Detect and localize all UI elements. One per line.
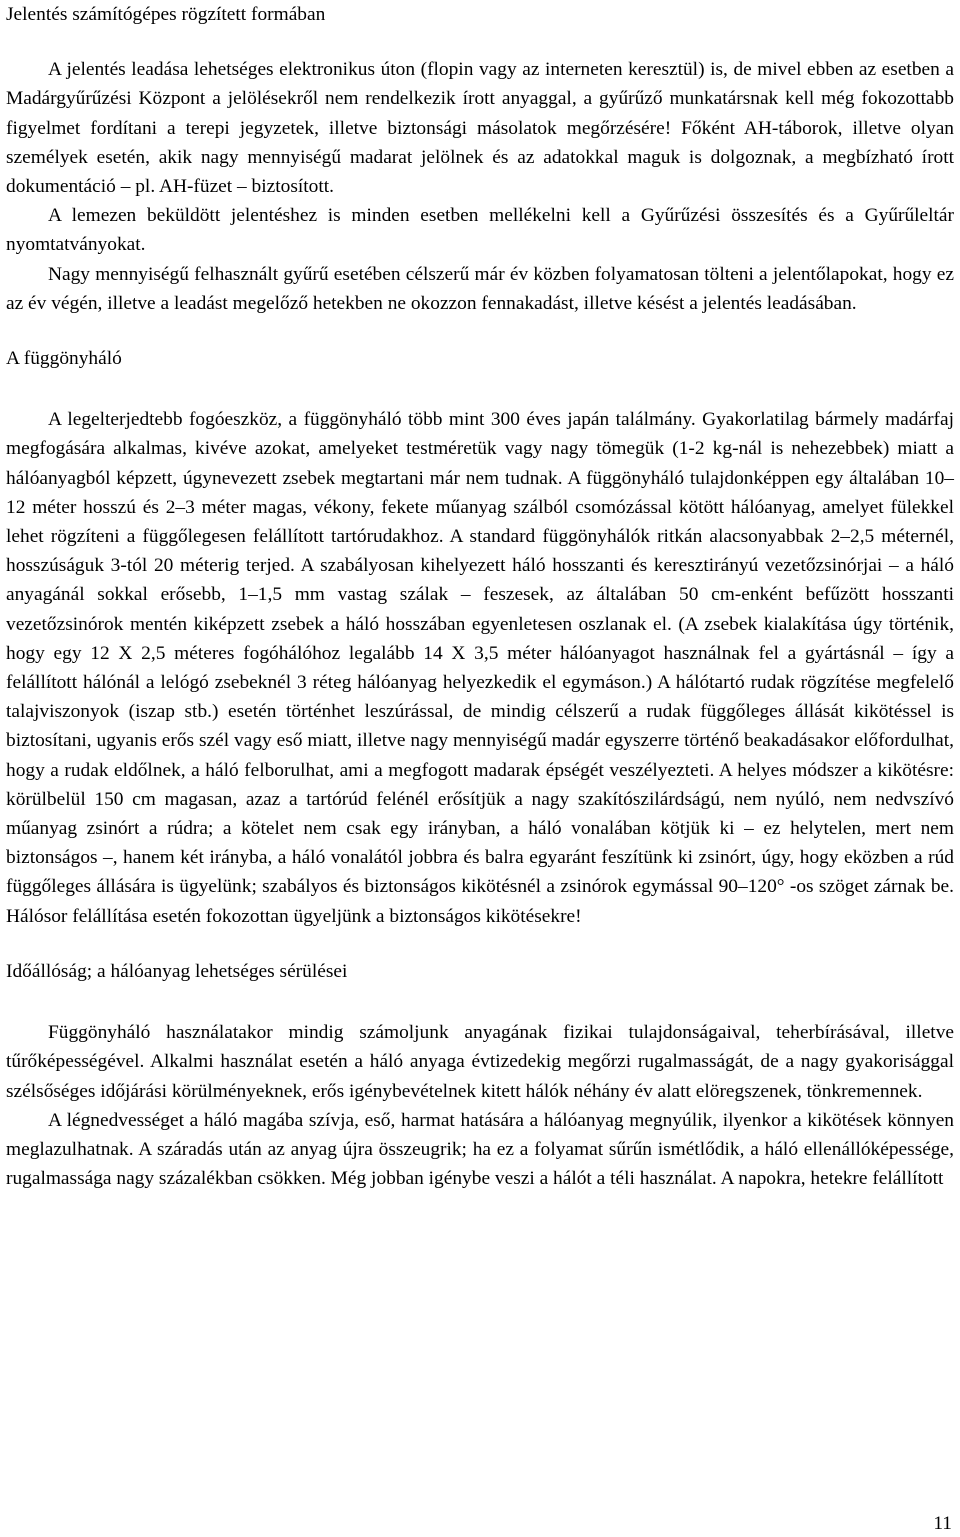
section-title-electronic-report: Jelentés számítógépes rögzített formában <box>6 4 326 25</box>
paragraph: Nagy mennyiségű felhasznált gyűrű esetében célszerű már év közben folyamatosan tölteni a jelentőlapokat, hogy ez az év végén, illetve a leadást megelőző hetekben ne okozzon fennakadást, illetve késést a jelentés leadásában. <box>6 263 954 314</box>
paragraph: A légnedvességet a háló magába szívja, eső, harmat hatására a hálóanyag megnyúlik, ilyenkor a kikötések könnyen meglazulhatnak. A száradás után az anyag újra összeugrik; ha ez a folyamat sűrűn ismétlődik, a háló ellenállóképessége, rugalmassága nagy százalékban csökken. Még jobban igénybe veszi a hálót a téli használat. A napokra, hetekre felállított <box>6 1109 954 1190</box>
section-title-durability: Időállóság; a hálóanyag lehetséges sérülései <box>6 960 348 982</box>
paragraph: Függönyháló használatakor mindig számoljunk anyagának fizikai tulajdonságaival, teherbírásával, illetve tűrőképességével. Alkalmi használat esetén a háló anyaga évtizedekig megőrzi rugalmasságát, de a nagy gyakorisággal szélsőséges időjárási körülményeknek, erős igénybevételnek kitett hálók néhány év alatt elöregszenek, tönkremennek. <box>6 1022 954 1102</box>
paragraph: A legelterjedtebb fogóeszköz, a függönyháló több mint 300 éves japán találmány. Gyakorlatilag bármely madárfaj megfogására alkalmas, kivéve azokat, amelyeket testméretük vagy nagy tömegük (1-2 kg-nál is nehezebbek) miatt a hálóanyagból képzett, úgynevezett zsebek megtartani már nem tudnak. A függönyháló tulajdonképpen egy általában 10–12 méter hosszú és 2–3 méter magas, vékony, fekete műanyag szálból csomózással kötött hálóanyag, amelyet fülekkel lehet rögzíteni a függőlegesen felállított tartórudakhoz. A standard függönyhálók ritkán alacsonyabbak 2–2,5 méternél, hosszúságuk 3-tól 20 méterig terjed. A szabályosan kihelyezett háló hosszanti és keresztirányú vezetőzsinórjai – a háló anyagánál sokkal erősebb, 1–1,5 mm vastag szálak – feszesek, az általában 50 cm-enként befűzött hosszanti vezetőzsinórok mentén kiképzett zsebek a háló hosszában egyenletesen oszlanak el. (A zsebek kialakítása úgy történik, hogy egy 12 X 2,5 méteres fogóhálóhoz legalább 14 X 3,5 méter hálóanyagot használnak fel a gyártásnál – így a felállított hálónál a lelógó zsebeknél 3 réteg hálóanyag helyezkedik el egymáson.) A hálótartó rudak rögzítése megfelelő talajviszonyok (iszap stb.) esetén történhet leszúrással, de mindig célszerű a rudak függőleges állását kikötéssel is biztosítani, ugyanis erős szél vagy eső miatt, illetve nagy mennyiségű madár egyszerre történő beakadásakor előfordulhat, hogy a rudak eldőlnek, a háló felborulhat, ami a megfogott madarak épségét veszélyezteti. A helyes módszer a kikötésre: körülbelül 150 cm magasan, azaz a tartórúd felénél erősítjük a nagy szakítószilárdságú, nem nyúló, nem nedvszívó műanyag zsinórt a rúdra; a kötelet nem csak egy irányban, a háló vonalában kötjük ki – ez helytelen, mert nem biztonságos –, hanem két irányba, a háló vonalától jobbra és balra egyaránt feszítünk ki zsinórt, úgy, hogy eközben a rúd függőleges állására is ügyelünk; szabályos és biztonságos kikötésnél a zsinórok egymással 90–120° -os szöget zárnak be. Hálósor felállítása esetén fokozottan ügyeljünk a biztonságos kikötésekre! <box>6 409 954 927</box>
document-page <box>6 0 954 1193</box>
paragraph: A jelentés leadása lehetséges elektronikus úton (flopin vagy az interneten keresztül) is, de mivel ebben az esetben a Madárgyűrűzési Központ a jelölésekről nem rendelkezik írott anyaggal, a gyűrűző munkatársnak kell még fokozottabb figyelmet fordítani a terepi jegyzetek, illetve biztonsági másolatok megőrzésére! Főként AH-táborok, illetve olyan személyek esetén, akik nagy mennyiségű madarat jelölnek és az adatokkal maguk is dolgoznak, a megbízható írott dokumentáció – pl. AH-füzet – biztosított. <box>6 59 954 198</box>
paragraph: A lemezen beküldött jelentéshez is minden esetben mellékelni kell a Gyűrűzési összesítés és a Gyűrűleltár nyomtatványokat. <box>6 205 954 256</box>
section-title-mist-net: A függönyháló <box>6 348 122 370</box>
page-number: 11 <box>933 1513 952 1534</box>
